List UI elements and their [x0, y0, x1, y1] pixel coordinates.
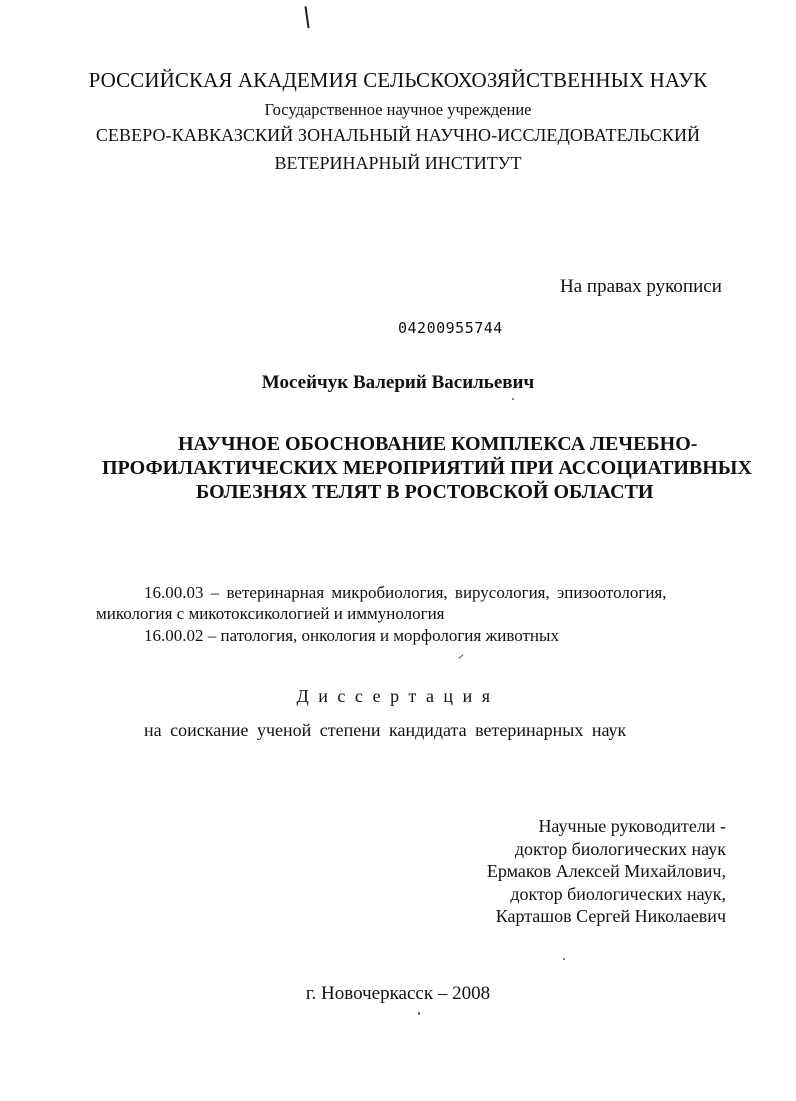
specialty-line3: 16.00.02 – патология, онкология и морфология животных: [144, 626, 559, 645]
catalog-code: 04200955744: [398, 319, 503, 337]
specialty-line2: микология с микотоксикологией и иммунология: [96, 604, 445, 623]
institution-name-line2: ВЕТЕРИНАРНЫЙ ИНСТИТУТ: [274, 153, 522, 173]
pen-mark: [304, 6, 312, 28]
degree-statement: на соискание ученой степени кандидата ветеринарных наук: [144, 720, 627, 740]
institution-name-line1: СЕВЕРО-КАВКАЗСКИЙ ЗОНАЛЬНЫЙ НАУЧНО-ИССЛЕДОВАТЕЛЬСКИЙ: [95, 125, 701, 145]
institution-type: Государственное научное учреждение: [264, 100, 532, 119]
document-type: Диссертация: [296, 686, 500, 706]
author-name: Мосейчук Валерий Васильевич: [261, 372, 535, 393]
scan-speck: [418, 1012, 420, 1015]
supervisor-name-2: Карташов Сергей Николаевич: [495, 906, 726, 926]
title-line1: НАУЧНОЕ ОБОСНОВАНИЕ КОМПЛЕКСА ЛЕЧЕБНО-: [178, 433, 698, 455]
scan-speck: [563, 958, 565, 960]
scan-speck: [458, 654, 463, 659]
scan-speck: [512, 398, 514, 400]
supervisors-block: [420, 815, 726, 928]
title-line3: БОЛЕЗНЯХ ТЕЛЯТ В РОСТОВСКОЙ ОБЛАСТИ: [196, 481, 654, 503]
rights-note: На правах рукописи: [560, 276, 722, 297]
place-and-year: г. Новочеркасск – 2008: [305, 983, 491, 1004]
title-line2: ПРОФИЛАКТИЧЕСКИХ МЕРОПРИЯТИЙ ПРИ АССОЦИАТИВНЫХ: [102, 457, 752, 479]
supervisor-degree-2: доктор биологических наук,: [510, 883, 726, 904]
academy-name: РОССИЙСКАЯ АКАДЕМИЯ СЕЛЬСКОХОЗЯЙСТВЕННЫХ НАУК: [88, 68, 708, 92]
specialty-line1: 16.00.03 – ветеринарная микробиология, вирусология, эпизоотология,: [144, 583, 667, 602]
supervisors-label: Научные руководители -: [538, 816, 726, 836]
dissertation-title: [0, 432, 796, 504]
supervisor-name-1: Ермаков Алексей Михайлович,: [486, 861, 726, 881]
supervisor-degree-1: доктор биологических наук: [514, 838, 726, 859]
